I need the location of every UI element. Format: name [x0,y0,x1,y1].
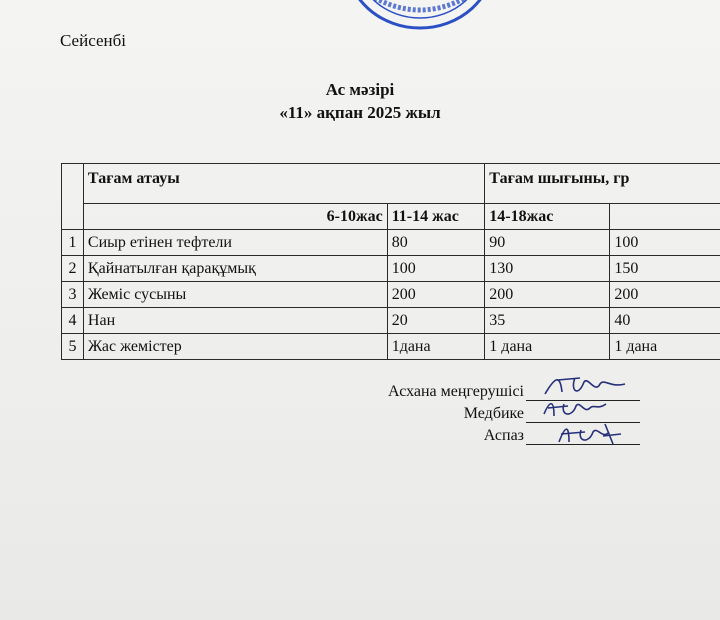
header-dish-name: Тағам атауы [83,164,484,204]
portion-11-14: 90 [485,230,610,256]
menu-title: Ас мәзірі [325,80,395,99]
row-number: 3 [62,282,84,308]
portion-14-18: 100 [610,230,720,256]
dish-name: Жеміс сусыны [83,282,387,308]
table-row [62,308,720,334]
cook-label: Аспаз [483,427,524,444]
portion-11-14: 130 [485,256,610,282]
portion-6-10: 20 [387,308,485,334]
table-age-row [62,204,720,230]
menu-date: «11» ақпан 2025 жыл [279,103,441,122]
portion-14-18: 40 [610,308,720,334]
portion-11-14: 200 [485,282,610,308]
portion-6-10: 80 [387,230,485,256]
header-num-cell [62,164,84,230]
age-group-header: 11-14 жас [387,204,485,230]
portion-6-10: 1дана [387,334,485,360]
nurse-label: Медбике [463,405,524,422]
table-row [62,256,720,282]
canteen-head-label: Асхана меңгерушісі [388,383,524,400]
row-number: 1 [62,230,84,256]
table-header-row [62,164,720,204]
dish-name: Нан [83,308,387,334]
portion-14-18: 1 дана [610,334,720,360]
portion-6-10: 200 [387,282,485,308]
header-consumption: Тағам шығыны, гр [485,164,720,204]
handwritten-signature-icon [555,420,625,448]
portion-6-10: 100 [387,256,485,282]
day-of-week: Сейсенбі [60,31,126,50]
menu-table [61,163,720,360]
dish-name: Сиыр етінен тефтели [83,230,387,256]
dish-name: Қайнатылған қарақұмық [83,256,387,282]
table-row [62,282,720,308]
handwritten-signature-icon [540,396,610,422]
portion-14-18: 200 [610,282,720,308]
portion-11-14: 35 [485,308,610,334]
stamp-seal-icon [340,0,500,30]
table-row [62,230,720,256]
portion-14-18: 150 [610,256,720,282]
dish-name: Жас жемістер [83,334,387,360]
age-group-header: 6-10жас [83,204,387,230]
row-number: 5 [62,334,84,360]
portion-11-14: 1 дана [485,334,610,360]
row-number: 4 [62,308,84,334]
table-row [62,334,720,360]
row-number: 2 [62,256,84,282]
age-group-header: 14-18жас [485,204,610,230]
